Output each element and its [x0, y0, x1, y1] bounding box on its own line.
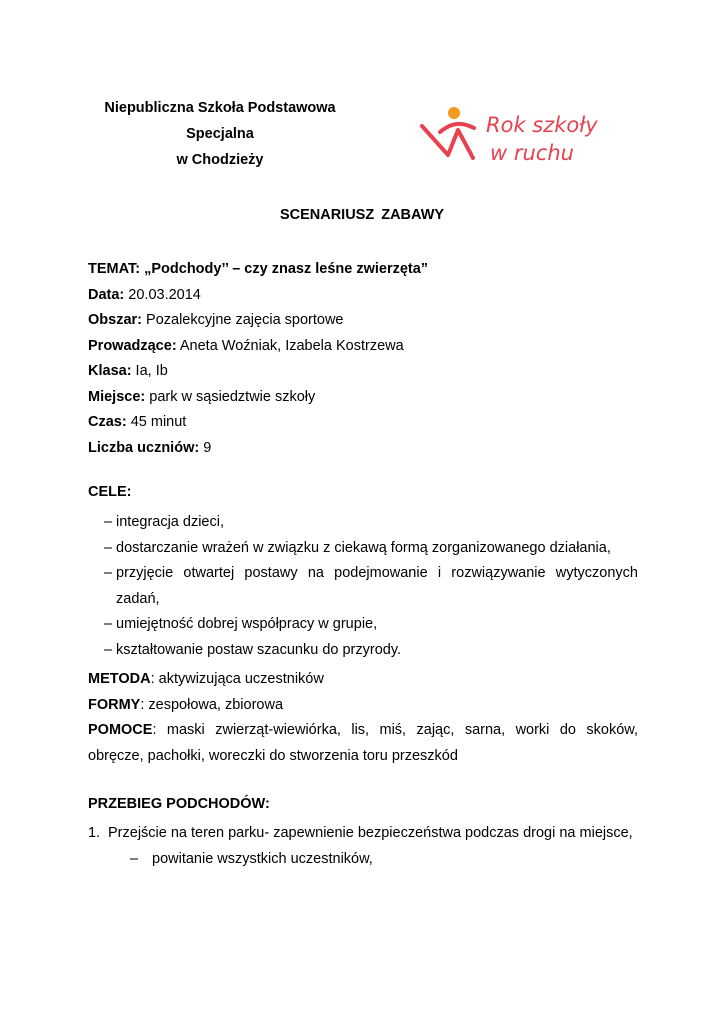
- list-item: – dostarczanie wrażeń w związku z ciekawą formą zorganizowanego działania,: [88, 536, 638, 562]
- dash-bullet: –: [104, 565, 113, 581]
- metoda-line: METODA: aktywizująca uczestników: [88, 671, 324, 687]
- list-item: – integracja dzieci,: [88, 510, 638, 536]
- info-czas: Czas: 45 minut: [88, 414, 187, 430]
- logo-text-line2: w ruchu: [490, 141, 574, 165]
- method-forms-aids: [88, 667, 638, 769]
- subitem-text: powitanie wszystkich uczestników,: [152, 851, 373, 867]
- formy-line: FORMY: zespołowa, zbiorowa: [88, 696, 284, 713]
- info-miejsce: Miejsce: park w sąsiedztwie szkoły: [88, 388, 316, 405]
- step-1-subitem: [88, 846, 648, 872]
- logo-figure-head: [448, 107, 460, 119]
- przebieg-steps: [88, 820, 648, 872]
- step-1: [88, 820, 648, 846]
- pomoce-paragraph: POMOCE: maski zwierząt-wiewiórka, lis, miś, zając, sarna, worki do skoków, obręcze, pachołki, woreczki do stworzenia toru przeszkód: [88, 722, 638, 764]
- logo-text-line1: Rok szkoły: [486, 113, 598, 137]
- dash-bullet: –: [104, 514, 113, 530]
- list-item: – kształtowanie postaw szacunku do przyrody.: [88, 638, 638, 664]
- list-item: – przyjęcie otwartej postawy na podejmowanie i rozwiązywanie wytyczonych zadań,: [88, 561, 638, 612]
- rok-szkoly-w-ruchu-logo: [418, 100, 598, 170]
- lesson-info: [88, 257, 648, 461]
- dash-bullet: –: [104, 641, 113, 658]
- document-title: SCENARIUSZ ZABAWY: [279, 207, 445, 223]
- school-name-line1: Niepubliczna Szkoła Podstawowa: [104, 100, 336, 116]
- list-item: – umiejętność dobrej współpracy w grupie,: [88, 612, 638, 638]
- school-name: [88, 95, 352, 173]
- info-klasa: Klasa: Ia, Ib: [88, 363, 168, 379]
- info-prowadzace: Prowadzące: Aneta Woźniak, Izabela Kostrzewa: [88, 337, 404, 354]
- info-temat: TEMAT: „Podchody’’ – czy znasz leśne zwierzęta”: [88, 261, 429, 277]
- przebieg-heading: PRZEBIEG PODCHODÓW:: [88, 796, 270, 812]
- school-name-line3: w Chodzieży: [176, 152, 264, 168]
- dash-bullet: –: [104, 539, 113, 556]
- step-text: Przejście na teren parku- zapewnienie bezpieczeństwa podczas drogi na miejsce,: [108, 825, 633, 841]
- info-obszar: Obszar: Pozalekcyjne zajęcia sportowe: [88, 312, 344, 328]
- school-name-line2: Specjalna: [186, 126, 254, 142]
- logo-figure-body: [422, 124, 474, 158]
- cele-heading: CELE:: [88, 484, 132, 500]
- dash-bullet: –: [130, 851, 139, 867]
- goals-list: [88, 510, 638, 663]
- info-data: Data: 20.03.2014: [88, 286, 201, 303]
- step-number: 1.: [88, 825, 101, 841]
- info-liczba-uczniow: Liczba uczniów: 9: [88, 439, 212, 456]
- dash-bullet: –: [104, 616, 113, 632]
